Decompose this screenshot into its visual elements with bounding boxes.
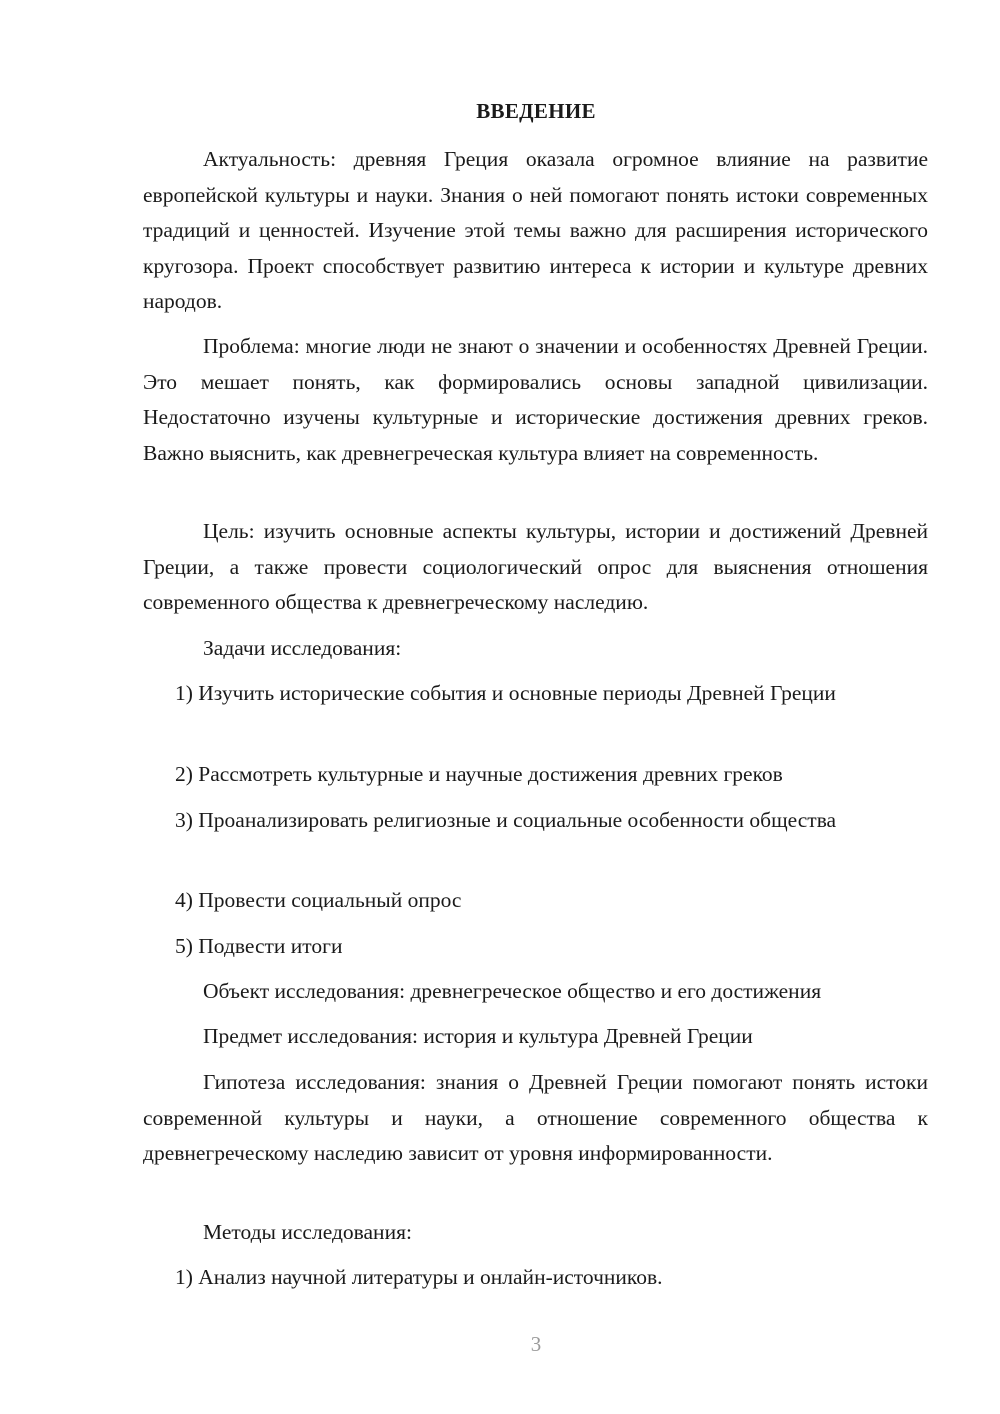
- subject-paragraph: Предмет исследования: история и культура Древней Греции: [203, 1024, 753, 1048]
- problem-paragraph-block: [143, 329, 928, 471]
- task-item: 3) Проанализировать религиозные и социальные особенности общества: [175, 808, 837, 832]
- hypothesis-paragraph: Гипотеза исследования: знания о Древней Греции помогают понять истоки современной культуры и науки, а отношение современного общества к древнегреческому наследию зависит от уровня информированности.: [143, 1070, 928, 1165]
- task-item-3-block: [143, 803, 928, 839]
- methods-heading-block: [143, 1215, 928, 1251]
- task-item-5-block: [143, 929, 928, 965]
- relevance-paragraph-block: [143, 142, 928, 320]
- page-title: ВВЕДЕНИЕ: [476, 99, 596, 123]
- method-item: 1) Анализ научной литературы и онлайн-источников.: [175, 1265, 663, 1289]
- task-item-2-block: [143, 757, 928, 793]
- object-paragraph-block: [143, 974, 928, 1010]
- object-paragraph: Объект исследования: древнегреческое общество и его достижения: [203, 979, 822, 1003]
- task-item: 5) Подвести итоги: [175, 934, 343, 958]
- relevance-paragraph: Актуальность: древняя Греция оказала огромное влияние на развитие европейской культуры и науки. Знания о ней помогают понять истоки современных традиций и ценностей. Изучение этой темы важно для расширения исторического кругозора. Проект способствует развитию интереса к истории и культуре древних народов.: [143, 147, 928, 313]
- method-item-1-block: [143, 1260, 928, 1296]
- task-item: 4) Провести социальный опрос: [175, 888, 462, 912]
- subject-paragraph-block: [143, 1019, 928, 1055]
- goal-paragraph-block: [143, 514, 928, 621]
- task-item-1-block: [143, 676, 928, 712]
- task-item-4-block: [143, 883, 928, 919]
- goal-paragraph: Цель: изучить основные аспекты культуры, истории и достижений Древней Греции, а также провести социологический опрос для выяснения отношения современного общества к древнегреческому наследию.: [143, 519, 928, 614]
- page-number: 3: [530, 1332, 542, 1356]
- task-item: 2) Рассмотреть культурные и научные достижения древних греков: [175, 762, 783, 786]
- tasks-heading: Задачи исследования:: [203, 636, 402, 660]
- task-item: 1) Изучить исторические события и основные периоды Древней Греции: [175, 681, 836, 705]
- problem-paragraph: Проблема: многие люди не знают о значении и особенностях Древней Греции. Это мешает понять, как формировались основы западной цивилизации. Недостаточно изучены культурные и исторические достижения древних греков. Важно выяснить, как древнегреческая культура влияет на современность.: [143, 334, 928, 465]
- methods-heading: Методы исследования:: [203, 1220, 412, 1244]
- tasks-heading-block: [143, 631, 928, 667]
- hypothesis-paragraph-block: [143, 1065, 928, 1172]
